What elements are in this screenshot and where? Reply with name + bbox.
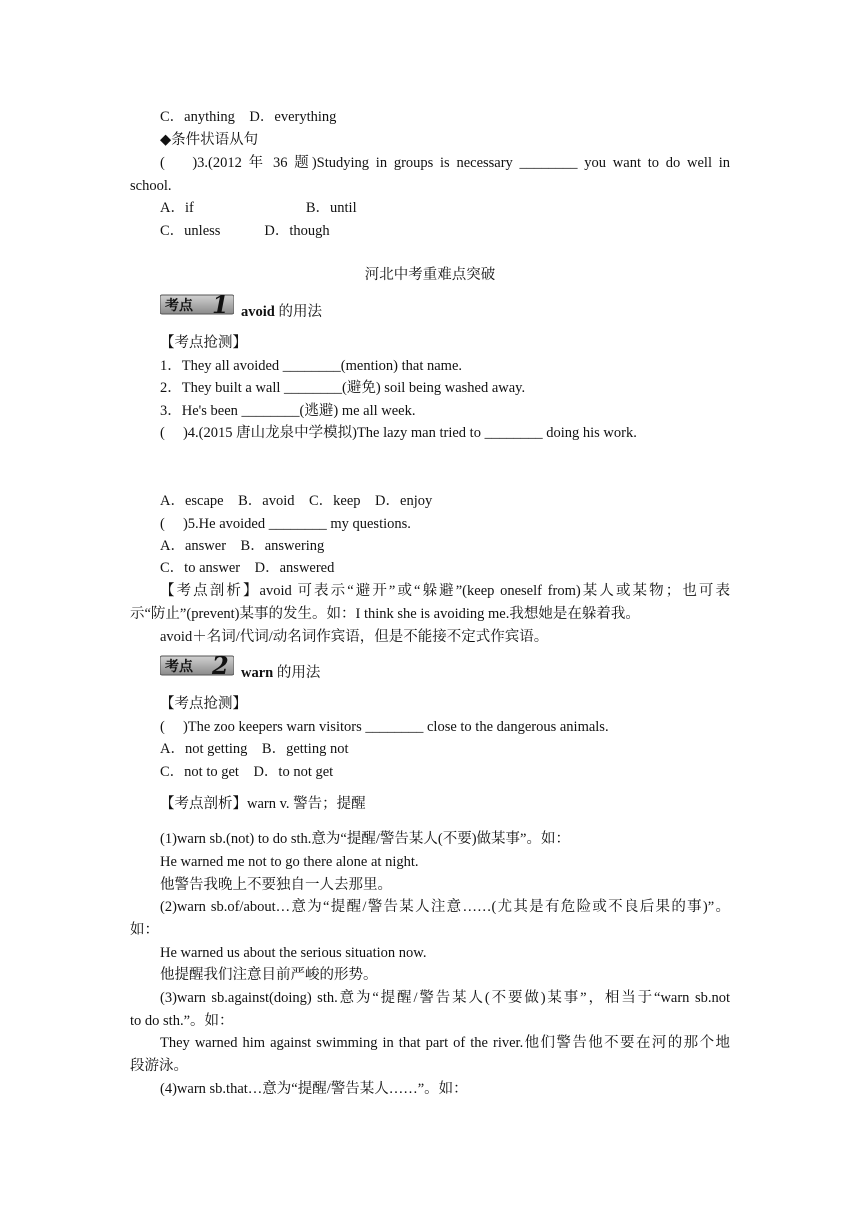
kp1-question-3: 3．He's been ________(逃避) me all week.: [160, 403, 416, 419]
kp2-point-2-line2: 如：: [130, 922, 159, 938]
page-section-title: 河北中考重难点突破: [364, 267, 496, 283]
key-point-2-title-rest: 的用法: [273, 665, 321, 681]
kp1-question-4-options: A．escape B．avoid C．keep D．enjoy: [160, 493, 433, 509]
kp2-point-3-example-line2: 段游泳。: [130, 1058, 188, 1074]
kp2-point-2-example-en: He warned us about the serious situation now.: [160, 945, 427, 961]
kp1-question-4: ( )4.(2015 唐山龙泉中学模拟)The lazy man tried to ________ doing his work.: [160, 425, 637, 441]
question-3-options-ab: [160, 198, 730, 218]
kp2-point-4: (4)warn sb.that…意为“提醒/警告某人……”。如：: [160, 1081, 468, 1097]
kp2-point-2-line1: (2)warn sb.of/about…意为“提醒/警告某人注意……(尤其是有危险或不良后果的事)”。: [160, 899, 730, 915]
option-d: D．though: [264, 223, 330, 239]
kp2-point-1-example-cn: 他警告我晚上不要独自一人去那里。: [160, 877, 392, 893]
key-point-1-word: avoid: [241, 304, 275, 320]
options-c-d: C．anything D．everything: [160, 109, 337, 125]
badge-1-number: 1: [212, 293, 229, 315]
question-3-line2: school.: [130, 178, 172, 194]
option-a: A．if: [160, 200, 194, 216]
kp2-point-1-example-en: He warned me not to go there alone at night.: [160, 854, 419, 870]
key-point-1-title: [241, 302, 322, 322]
kp1-analysis-line1: 【考点剖析】avoid 可表示“避开”或“躲避”(keep oneself from)某人或某物；也可表: [160, 583, 730, 599]
badge-1-label: 考点: [165, 298, 193, 314]
kp1-question-5: ( )5.He avoided ________ my questions.: [160, 516, 411, 532]
key-point-1-title-rest: 的用法: [274, 304, 322, 320]
question-3-line1: ( )3.(2012 年 36 题)Studying in groups is necessary ________ you want to do well in: [160, 155, 730, 171]
kp1-test-heading: 【考点抢测】: [160, 335, 247, 351]
kp1-analysis-line3: avoid＋名词/代词/动名词作宾语，但是不能接不定式作宾语。: [160, 629, 549, 645]
section-heading-conditional: ◆条件状语从句: [160, 132, 259, 148]
key-point-2-word: warn: [241, 665, 274, 681]
kp2-test-heading: 【考点抢测】: [160, 696, 247, 712]
kp2-options-cd: C．not to get D．to not get: [160, 764, 334, 780]
key-point-2-badge: [160, 654, 234, 676]
option-c: C．unless: [160, 223, 221, 239]
kp2-options-ab: A．not getting B．getting not: [160, 741, 349, 757]
kp1-question-2: 2．They built a wall ________(避免) soil being washed away.: [160, 380, 526, 396]
kp1-analysis-line2: 示“防止”(prevent)某事的发生。如：I think she is avoiding me.我想她是在躲着我。: [130, 606, 640, 622]
kp2-point-1: (1)warn sb.(not) to do sth.意为“提醒/警告某人(不要)做某事”。如：: [160, 831, 570, 847]
kp2-analysis-heading: 【考点剖析】warn v. 警告；提醒: [160, 796, 366, 812]
kp2-point-3-line1: (3)warn sb.against(doing) sth.意为“提醒/警告某人(不要做)某事”，相当于“warn sb.not: [160, 990, 730, 1006]
badge-2-number: 2: [212, 654, 229, 676]
kp2-question: ( )The zoo keepers warn visitors ________ close to the dangerous animals.: [160, 719, 609, 735]
kp1-question-1: 1．They all avoided ________(mention) that name.: [160, 358, 463, 374]
badge-2-label: 考点: [165, 659, 193, 675]
key-point-1-badge: [160, 293, 234, 315]
key-point-2-title: [241, 663, 320, 683]
kp2-point-3-line2: to do sth.”。如：: [130, 1013, 234, 1029]
question-3-options-cd: [160, 221, 730, 241]
kp2-point-3-example-line1: They warned him against swimming in that part of the river.他们警告他不要在河的那个地: [160, 1035, 730, 1051]
kp1-question-5-options-ab: A．answer B．answering: [160, 538, 325, 554]
kp2-point-2-example-cn: 他提醒我们注意目前严峻的形势。: [160, 967, 378, 983]
kp1-question-5-options-cd: C．to answer D．answered: [160, 560, 335, 576]
option-b: B．until: [305, 200, 357, 216]
